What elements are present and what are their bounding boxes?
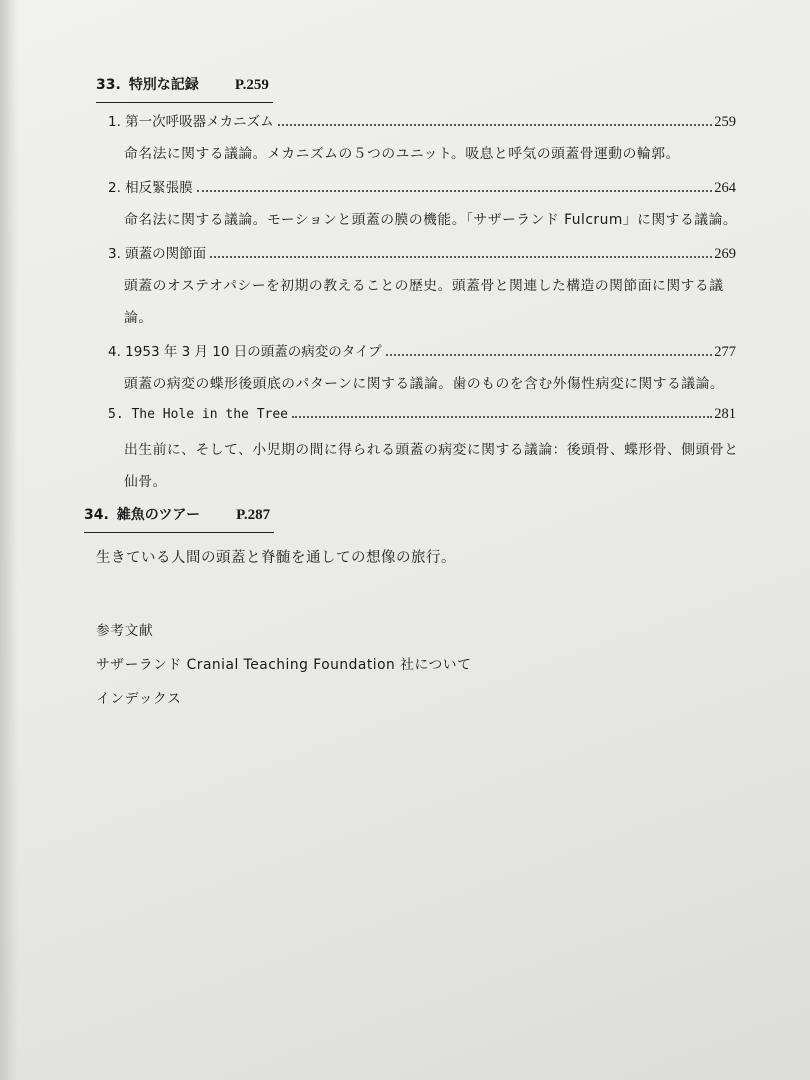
toc-item xyxy=(108,242,736,334)
item-description: 命名法に関する議論。モーションと頭蓋の膜の機能。「サザーランド Fulcrum」に関する議論。 xyxy=(124,212,738,228)
item-page: 277 xyxy=(714,344,736,360)
item-page: 259 xyxy=(714,114,736,130)
back-matter-index: インデックス xyxy=(96,691,182,707)
leader-dots xyxy=(197,189,713,192)
item-label: 2. 相反緊張膜 xyxy=(108,180,193,196)
item-description: 命名法に関する議論。メカニズムの５つのユニット。吸息と呼気の頭蓋骨運動の輪郭。 xyxy=(124,146,680,162)
item-description: 頭蓋の病変の蝶形後頭底のパターンに関する議論。歯のものを含む外傷性病変に関する議論。 xyxy=(124,376,725,392)
item-label: 4. 1953 年 3 月 10 日の頭蓋の病変のタイプ xyxy=(108,344,382,360)
item-label: 5. The Hole in the Tree xyxy=(108,407,289,422)
toc-item xyxy=(108,406,739,498)
leader-dots xyxy=(386,353,713,356)
toc-item xyxy=(108,340,736,400)
chapter-34-heading xyxy=(84,504,274,533)
leader-dots xyxy=(278,123,713,126)
chapter-number: 34. xyxy=(84,507,109,523)
item-page: 269 xyxy=(714,246,736,262)
chapter-number: 33. xyxy=(96,77,121,93)
table-of-contents xyxy=(84,74,739,716)
leader-dots xyxy=(292,415,712,418)
chapter-33-heading xyxy=(96,74,273,103)
toc-item xyxy=(108,110,736,170)
item-description: 出生前に、そして、小児期の間に得られる頭蓋の病変に関する議論：後頭骨、蝶形骨、側頭骨と仙骨。 xyxy=(124,442,739,490)
chapter-title: 雑魚のツアー xyxy=(116,507,201,523)
item-page: 264 xyxy=(714,180,736,196)
item-description: 頭蓋のオステオパシーを初期の教えることの歴史。頭蓋骨と関連した構造の関節面に関する議論。 xyxy=(124,278,724,326)
toc-item xyxy=(108,176,736,236)
item-label: 1. 第一次呼吸器メカニズム xyxy=(108,114,274,130)
chapter-34-description: 生きている人間の頭蓋と脊髄を通しての想像の旅行。 xyxy=(96,550,456,566)
item-page: 281 xyxy=(714,406,736,422)
item-label: 3. 頭蓋の関節面 xyxy=(108,246,207,262)
chapter-page: P.287 xyxy=(236,507,271,523)
chapter-page: P.259 xyxy=(234,77,269,93)
leader-dots xyxy=(210,255,712,258)
back-matter-foundation: サザーランド Cranial Teaching Foundation 社について xyxy=(96,657,472,673)
back-matter-references: 参考文献 xyxy=(96,623,154,639)
chapter-title: 特別な記録 xyxy=(128,77,199,93)
